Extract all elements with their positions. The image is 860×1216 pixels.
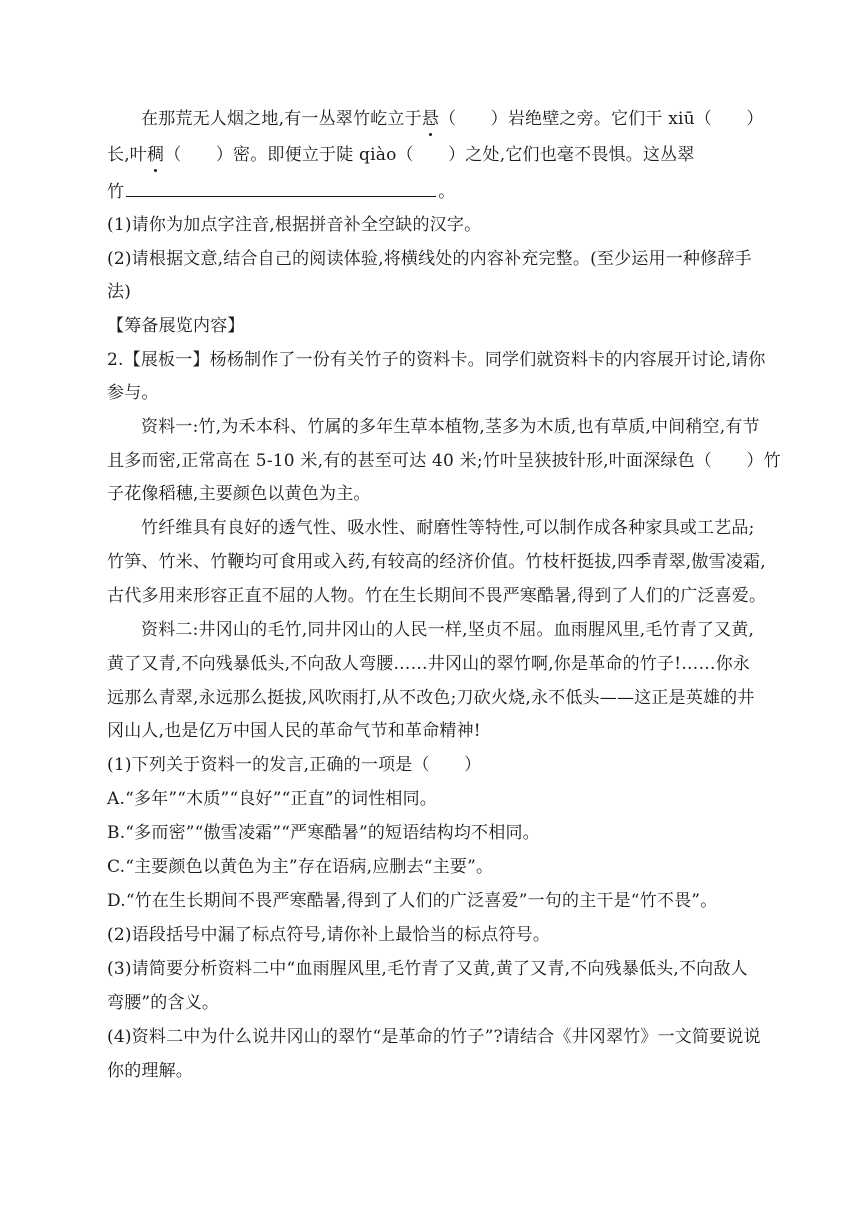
subquestion-1: (1)下列关于资料一的发言,正确的一项是（ ） — [107, 755, 482, 775]
task-2-line-1: 2.【展板一】杨杨制作了一份有关竹子的资料卡。同学们就资料卡的内容展开讨论,请你 — [107, 350, 766, 370]
material-1b-line-2: 竹笋、竹米、竹鞭均可食用或入药,有较高的经济价值。竹枝杆挺拔,四季青翠,傲雪凌霜, — [107, 552, 766, 572]
material-1-line-3: 子花像稻穗,主要颜色以黄色为主。 — [107, 484, 371, 504]
material-2-line-3: 远那么青翠,永远那么挺拔,风吹雨打,从不改色;刀砍火烧,永不低头——这正是英雄的井 — [107, 688, 755, 708]
task-2-line-2: 参与。 — [107, 383, 159, 403]
option-b[interactable]: B.“多而密”“傲雪凌霜”“严寒酷暑”的短语结构均不相同。 — [107, 823, 540, 843]
passage-line-2 — [107, 143, 767, 167]
material-2-line-1: 资料二:井冈山的毛竹,同井冈山的人民一样,坚贞不屈。血雨腥风里,毛竹青了又黄, — [141, 620, 755, 640]
material-1b-line-3: 古代多用来形容正直不屈的人物。竹在生长期间不畏严寒酷暑,得到了人们的广泛喜爱。 — [107, 586, 767, 606]
material-2-line-4: 冈山人,也是亿万中国人民的革命气节和革命精神! — [107, 721, 481, 741]
passage-text: （ ）密。即便立于陡 qiào（ ）之处,它们也毫不畏惧。这丛翠 — [164, 145, 695, 165]
dotted-char: 悬 — [421, 109, 440, 129]
subquestion-2: (2)语段括号中漏了标点符号,请你补上最恰当的标点符号。 — [107, 925, 551, 945]
question-2-line-1: (2)请根据文意,结合自己的阅读体验,将横线处的内容补充完整。(至少运用一种修辞手 — [107, 249, 752, 269]
option-d[interactable]: D.“竹在生长期间不畏严寒酷暑,得到了人们的广泛喜爱”一句的主干是“竹不畏”。 — [107, 891, 718, 911]
option-c[interactable]: C.“主要颜色以黄色为主”存在语病,应删去“主要”。 — [107, 857, 494, 877]
passage-text: 。 — [438, 182, 456, 202]
subquestion-3-line-1: (3)请简要分析资料二中“血雨腥风里,毛竹青了又黄,黄了又青,不向残暴低头,不向敌人 — [107, 959, 748, 979]
subquestion-3-line-2: 弯腰”的含义。 — [107, 993, 220, 1013]
subquestion-4-line-2: 你的理解。 — [107, 1061, 193, 1081]
passage-text: （ ）岩绝壁之旁。它们干 xiū（ ） — [439, 109, 764, 129]
section-heading: 【筹备展览内容】 — [107, 316, 245, 336]
passage-line-1 — [141, 107, 767, 131]
answer-blank-line[interactable] — [126, 178, 436, 197]
option-a[interactable]: A.“多年”“木质”“良好”“正直”的词性相同。 — [107, 789, 438, 809]
passage-text: 竹 — [107, 182, 125, 202]
question-1: (1)请你为加点字注音,根据拼音补全空缺的汉字。 — [107, 215, 482, 235]
material-1-line-1: 资料一:竹,为禾本科、竹属的多年生草本植物,茎多为木质,也有草质,中间稍空,有节 — [141, 417, 760, 437]
subquestion-4-line-1: (4)资料二中为什么说井冈山的翠竹“是革命的竹子”?请结合《井冈翠竹》一文简要说说 — [107, 1027, 761, 1047]
material-1-line-2: 且多而密,正常高在 5-10 米,有的甚至可达 40 米;竹叶呈狭披针形,叶面深绿色（ ）竹 — [107, 451, 781, 471]
material-2-line-2: 黄了又青,不向残暴低头,不向敌人弯腰……井冈山的翠竹啊,你是革命的竹子!……你永 — [107, 654, 751, 674]
passage-line-3 — [107, 178, 767, 204]
dotted-char: 稠 — [147, 145, 165, 165]
question-2-line-2: 法) — [107, 282, 132, 302]
passage-text: 在那荒无人烟之地,有一丛翠竹屹立于 — [141, 109, 422, 129]
material-1b-line-1: 竹纤维具有良好的透气性、吸水性、耐磨性等特性,可以制作成各种家具或工艺品; — [141, 518, 755, 538]
passage-text: 长,叶 — [107, 145, 148, 165]
